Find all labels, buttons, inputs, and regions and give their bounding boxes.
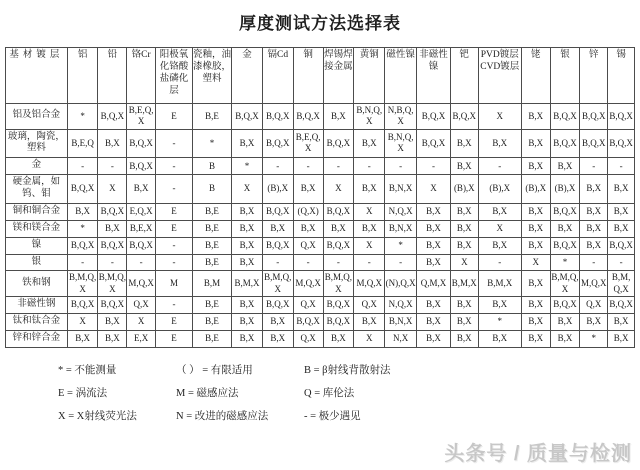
method-cell: B,M,Q,X: [67, 271, 98, 297]
method-cell: B,E: [193, 330, 232, 347]
method-cell: B,M,Q,X: [323, 271, 354, 297]
method-cell: B,X: [550, 313, 580, 330]
row-label: 金: [6, 158, 68, 175]
method-cell: -: [293, 254, 323, 271]
table-row: [6, 254, 635, 271]
method-cell: B,Q,X: [608, 237, 635, 254]
column-header: PVD镀层CVD镀层: [478, 48, 521, 104]
method-cell: B,X: [262, 330, 293, 347]
method-cell: X: [232, 175, 263, 204]
method-cell: B,Q,X: [127, 237, 156, 254]
method-cell: B,E: [193, 237, 232, 254]
method-cell: -: [385, 254, 417, 271]
method-cell: B,X: [98, 220, 127, 237]
column-header: 焊锡焊接金属: [323, 48, 354, 104]
table-row: [6, 175, 635, 204]
method-cell: B,Q,X: [67, 237, 98, 254]
method-cell: B,Q,X: [293, 313, 323, 330]
method-cell: -: [323, 254, 354, 271]
method-cell: B,Q,X: [98, 296, 127, 313]
method-cell: B,Q,X: [550, 296, 580, 313]
method-cell: B,Q,X: [98, 237, 127, 254]
method-cell: B,E,Q,X: [293, 129, 323, 158]
legend-item: * = 不能测量: [58, 364, 117, 376]
method-cell: B,M,Q,X: [608, 271, 635, 297]
method-cell: B: [193, 158, 232, 175]
table-row: [6, 129, 635, 158]
method-cell: -: [580, 158, 608, 175]
method-cell: -: [98, 254, 127, 271]
column-header: 金: [232, 48, 263, 104]
method-cell: B,X: [521, 237, 550, 254]
method-cell: B,Q,X: [262, 203, 293, 220]
table-row: [6, 158, 635, 175]
method-cell: M: [156, 271, 193, 297]
method-cell: B,X: [450, 129, 478, 158]
method-cell: B,X: [521, 104, 550, 130]
method-cell: Q,M,X: [417, 271, 451, 297]
table-row: [6, 271, 635, 297]
method-cell: B,M,X: [232, 271, 263, 297]
method-cell: B,Q,X: [323, 237, 354, 254]
method-cell: B,X: [450, 296, 478, 313]
method-cell: B,Q,X: [293, 104, 323, 130]
method-cell: -: [156, 158, 193, 175]
method-cell: -: [323, 158, 354, 175]
method-cell: B,Q,X: [323, 203, 354, 220]
method-cell: B,Q,X: [67, 175, 98, 204]
method-cell: X: [521, 254, 550, 271]
method-cell: B,X: [608, 203, 635, 220]
method-cell: -: [293, 158, 323, 175]
method-cell: B,E: [193, 254, 232, 271]
method-cell: B,X: [293, 220, 323, 237]
method-cell: B,E: [193, 104, 232, 130]
method-cell: X: [354, 203, 385, 220]
method-cell: B,X: [550, 158, 580, 175]
table-row: [6, 237, 635, 254]
column-header: 铜: [293, 48, 323, 104]
method-cell: -: [67, 158, 98, 175]
method-cell: B,X: [417, 254, 451, 271]
legend-item: （ ） = 有限适用: [176, 364, 253, 376]
method-cell: -: [608, 158, 635, 175]
method-cell: B,Q,X: [550, 104, 580, 130]
method-cell: B,Q,X: [550, 237, 580, 254]
method-cell: B,X: [478, 237, 521, 254]
column-header: 银: [550, 48, 580, 104]
method-cell: Q,X: [580, 296, 608, 313]
method-cell: -: [417, 158, 451, 175]
method-cell: E: [156, 330, 193, 347]
method-cell: B,X: [580, 313, 608, 330]
method-cell: B,Q,X: [98, 203, 127, 220]
method-cell: X: [450, 254, 478, 271]
method-cell: B,X: [580, 175, 608, 204]
legend-item: M = 磁感应法: [176, 387, 239, 399]
table-row: [6, 203, 635, 220]
method-cell: B,X: [521, 296, 550, 313]
method-cell: B,E: [193, 296, 232, 313]
column-header: 铝: [67, 48, 98, 104]
legend-item: X = X射线荧光法: [58, 411, 137, 423]
corner-header: 基材镀层: [6, 48, 68, 104]
method-cell: B,X: [450, 220, 478, 237]
row-label: 非磁性钢: [6, 296, 68, 313]
legend: [58, 363, 640, 426]
method-cell: -: [98, 158, 127, 175]
method-cell: B,X: [232, 330, 263, 347]
legend-row: [58, 363, 640, 379]
method-cell: *: [67, 104, 98, 130]
method-cell: B,N,X: [385, 220, 417, 237]
method-cell: B,Q,X: [262, 129, 293, 158]
row-label: 银: [6, 254, 68, 271]
legend-item: E = 涡流法: [58, 387, 108, 399]
legend-item: Q = 库伦法: [304, 387, 355, 399]
method-cell: B,X: [550, 220, 580, 237]
method-cell: -: [385, 158, 417, 175]
legend-item: N = 改进的磁感应法: [176, 411, 269, 423]
method-cell: B,N,X: [385, 175, 417, 204]
method-cell: B,X: [262, 313, 293, 330]
method-cell: B,E,Q,X: [127, 104, 156, 130]
table-row: [6, 330, 635, 347]
method-cell: N,B,Q,X: [385, 104, 417, 130]
method-cell: E: [156, 203, 193, 220]
method-cell: B,X: [323, 104, 354, 130]
method-cell: *: [550, 254, 580, 271]
method-cell: *: [193, 129, 232, 158]
column-header: 阳极氧化铬酸盐磷化层: [156, 48, 193, 104]
table-body: [6, 104, 635, 348]
method-cell: B,X: [98, 313, 127, 330]
column-header: 铑: [521, 48, 550, 104]
method-cell: -: [478, 254, 521, 271]
column-header: 黄铜: [354, 48, 385, 104]
method-cell: B,Q,X: [417, 129, 451, 158]
method-cell: B,Q,X: [550, 203, 580, 220]
method-cell: B,Q,X: [323, 129, 354, 158]
method-cell: -: [127, 254, 156, 271]
method-cell: B,X: [417, 296, 451, 313]
page-title: 厚度测试方法选择表: [239, 14, 401, 33]
column-header: 锡: [608, 48, 635, 104]
method-cell: (B),X: [450, 175, 478, 204]
method-cell: B,Q,X: [608, 129, 635, 158]
method-cell: B,X: [478, 330, 521, 347]
legend-item: B = β射线背散射法: [304, 364, 391, 376]
method-cell: B,X: [478, 296, 521, 313]
method-cell: B,Q,X: [323, 296, 354, 313]
method-cell: B,Q,X: [580, 129, 608, 158]
method-cell: (B),X: [521, 175, 550, 204]
column-header: 锌: [580, 48, 608, 104]
method-cell: (B),X: [550, 175, 580, 204]
method-cell: -: [608, 254, 635, 271]
method-cell: B,E,X: [127, 220, 156, 237]
method-cell: B,Q,X: [580, 104, 608, 130]
method-cell: E: [156, 220, 193, 237]
method-cell: B,X: [580, 203, 608, 220]
legend-row: [58, 386, 640, 402]
method-cell: B,E: [193, 203, 232, 220]
row-label: 铝及铝合金: [6, 104, 68, 130]
method-cell: B,X: [608, 175, 635, 204]
method-cell: B,X: [354, 129, 385, 158]
method-cell: B,X: [262, 220, 293, 237]
method-cell: X: [127, 313, 156, 330]
method-cell: *: [232, 158, 263, 175]
method-cell: B,X: [354, 313, 385, 330]
method-cell: B,X: [521, 330, 550, 347]
method-cell: B,Q,X: [262, 237, 293, 254]
method-cell: B,Q,X: [127, 129, 156, 158]
method-cell: -: [478, 158, 521, 175]
method-cell: E: [156, 313, 193, 330]
method-cell: B,X: [417, 220, 451, 237]
column-header: 铬Cr: [127, 48, 156, 104]
method-cell: B,Q,X: [127, 158, 156, 175]
column-header: 瓷釉，油漆橡胶，塑料: [193, 48, 232, 104]
method-cell: X: [323, 175, 354, 204]
table-row: [6, 313, 635, 330]
row-label: 镁和镁合金: [6, 220, 68, 237]
method-cell: -: [156, 237, 193, 254]
method-cell: -: [156, 296, 193, 313]
method-cell: B,X: [67, 330, 98, 347]
method-cell: B,X: [478, 129, 521, 158]
table-row: [6, 104, 635, 130]
method-cell: M,Q,X: [354, 271, 385, 297]
method-cell: B,X: [450, 158, 478, 175]
method-cell: B,Q,X: [67, 296, 98, 313]
method-cell: B,Q,X: [608, 104, 635, 130]
row-label: 锌和锌合金: [6, 330, 68, 347]
method-cell: *: [580, 330, 608, 347]
method-cell: X: [67, 313, 98, 330]
method-cell: B,X: [354, 175, 385, 204]
method-cell: (B),X: [262, 175, 293, 204]
method-cell: -: [354, 254, 385, 271]
method-cell: B,X: [417, 313, 451, 330]
method-cell: B,X: [521, 220, 550, 237]
method-cell: B,X: [478, 203, 521, 220]
method-cell: B,M,X: [450, 271, 478, 297]
watermark: 头条号 / 质量与检测: [444, 443, 632, 465]
method-cell: B,X: [450, 330, 478, 347]
method-cell: B,Q,X: [262, 296, 293, 313]
method-cell: -: [354, 158, 385, 175]
method-cell: B,X: [232, 220, 263, 237]
method-cell: B,Q,X: [323, 313, 354, 330]
methods-table: [5, 47, 635, 348]
method-cell: B,X: [450, 237, 478, 254]
method-cell: B,X: [521, 271, 550, 297]
method-cell: N,X: [385, 330, 417, 347]
method-cell: B,X: [417, 203, 451, 220]
method-cell: M,Q,X: [580, 271, 608, 297]
method-cell: B,N,X: [385, 313, 417, 330]
method-cell: B,X: [232, 237, 263, 254]
method-cell: B,X: [323, 220, 354, 237]
method-cell: *: [385, 237, 417, 254]
method-cell: B,X: [127, 175, 156, 204]
method-cell: *: [67, 220, 98, 237]
method-cell: Q,X: [293, 330, 323, 347]
method-cell: B,Q,X: [608, 296, 635, 313]
method-cell: B,X: [580, 220, 608, 237]
method-cell: B,X: [98, 129, 127, 158]
method-cell: B,X: [550, 330, 580, 347]
method-cell: B,X: [521, 313, 550, 330]
method-cell: B,M: [193, 271, 232, 297]
method-cell: E,X: [127, 330, 156, 347]
method-cell: B,X: [232, 313, 263, 330]
method-cell: Q,X: [293, 296, 323, 313]
method-cell: N,Q,X: [385, 203, 417, 220]
method-cell: B,X: [521, 203, 550, 220]
row-label: 玻璃，陶瓷，塑料: [6, 129, 68, 158]
method-cell: B: [193, 175, 232, 204]
method-cell: E: [156, 104, 193, 130]
column-header: 磁性镍: [385, 48, 417, 104]
method-cell: Q,X: [293, 237, 323, 254]
method-cell: B,X: [232, 296, 263, 313]
method-cell: B,X: [98, 330, 127, 347]
method-cell: B,X: [354, 220, 385, 237]
method-cell: (B),X: [478, 175, 521, 204]
method-cell: -: [580, 254, 608, 271]
method-cell: (Q,X): [293, 203, 323, 220]
method-cell: -: [156, 175, 193, 204]
method-cell: X: [478, 220, 521, 237]
column-header: 镉Cd: [262, 48, 293, 104]
method-cell: B,M,Q,X: [98, 271, 127, 297]
method-cell: B,M,Q,X: [262, 271, 293, 297]
table-row: [6, 220, 635, 237]
method-cell: B,X: [450, 203, 478, 220]
method-cell: *: [478, 313, 521, 330]
table-row: [6, 296, 635, 313]
method-cell: M,Q,X: [293, 271, 323, 297]
method-cell: -: [262, 254, 293, 271]
method-cell: X: [98, 175, 127, 204]
method-cell: B,Q,X: [550, 129, 580, 158]
row-label: 铜和铜合金: [6, 203, 68, 220]
method-cell: B,X: [608, 330, 635, 347]
method-cell: X: [478, 104, 521, 130]
method-cell: B,Q,X: [232, 104, 263, 130]
method-cell: B,Q,X: [98, 104, 127, 130]
method-cell: B,X: [608, 313, 635, 330]
legend-row: [58, 409, 640, 425]
method-cell: -: [156, 254, 193, 271]
method-cell: B,E: [193, 220, 232, 237]
method-cell: B,Q,X: [417, 104, 451, 130]
method-cell: B,X: [293, 175, 323, 204]
column-header: 铅: [98, 48, 127, 104]
method-cell: B,X: [417, 237, 451, 254]
method-cell: N,Q,X: [385, 296, 417, 313]
method-cell: B,E: [193, 313, 232, 330]
method-cell: B,X: [608, 220, 635, 237]
method-cell: B,E,Q: [67, 129, 98, 158]
row-label: 硬金属，如钨、钼: [6, 175, 68, 204]
method-cell: B,X: [580, 237, 608, 254]
method-cell: -: [67, 254, 98, 271]
method-cell: B,X: [521, 129, 550, 158]
method-cell: B,X: [417, 330, 451, 347]
legend-item: - = 极少遇见: [304, 411, 361, 423]
method-cell: X: [417, 175, 451, 204]
method-cell: X: [354, 237, 385, 254]
method-cell: X: [354, 330, 385, 347]
row-label: 铁和钢: [6, 271, 68, 297]
method-cell: B,M,X: [478, 271, 521, 297]
method-cell: Q,X: [127, 296, 156, 313]
method-cell: B,X: [232, 129, 263, 158]
method-cell: B,N,Q,X: [354, 104, 385, 130]
column-header: 钯: [450, 48, 478, 104]
method-cell: B,X: [323, 330, 354, 347]
method-cell: B,Q,X: [262, 104, 293, 130]
method-cell: -: [262, 158, 293, 175]
method-cell: B,X: [232, 254, 263, 271]
method-cell: Q,X: [354, 296, 385, 313]
method-cell: M,Q,X: [127, 271, 156, 297]
column-header: 非磁性镍: [417, 48, 451, 104]
method-cell: B,M,Q,X: [550, 271, 580, 297]
method-cell: B,X: [67, 203, 98, 220]
method-cell: -: [156, 129, 193, 158]
method-cell: B,X: [521, 158, 550, 175]
method-cell: E,Q,X: [127, 203, 156, 220]
header-row: [6, 48, 635, 104]
row-label: 镍: [6, 237, 68, 254]
method-cell: B,Q,X: [450, 104, 478, 130]
method-cell: B,X: [450, 313, 478, 330]
method-cell: B,N,Q,X: [385, 129, 417, 158]
method-cell: (N),Q,X: [385, 271, 417, 297]
row-label: 钛和钛合金: [6, 313, 68, 330]
method-cell: B,X: [232, 203, 263, 220]
